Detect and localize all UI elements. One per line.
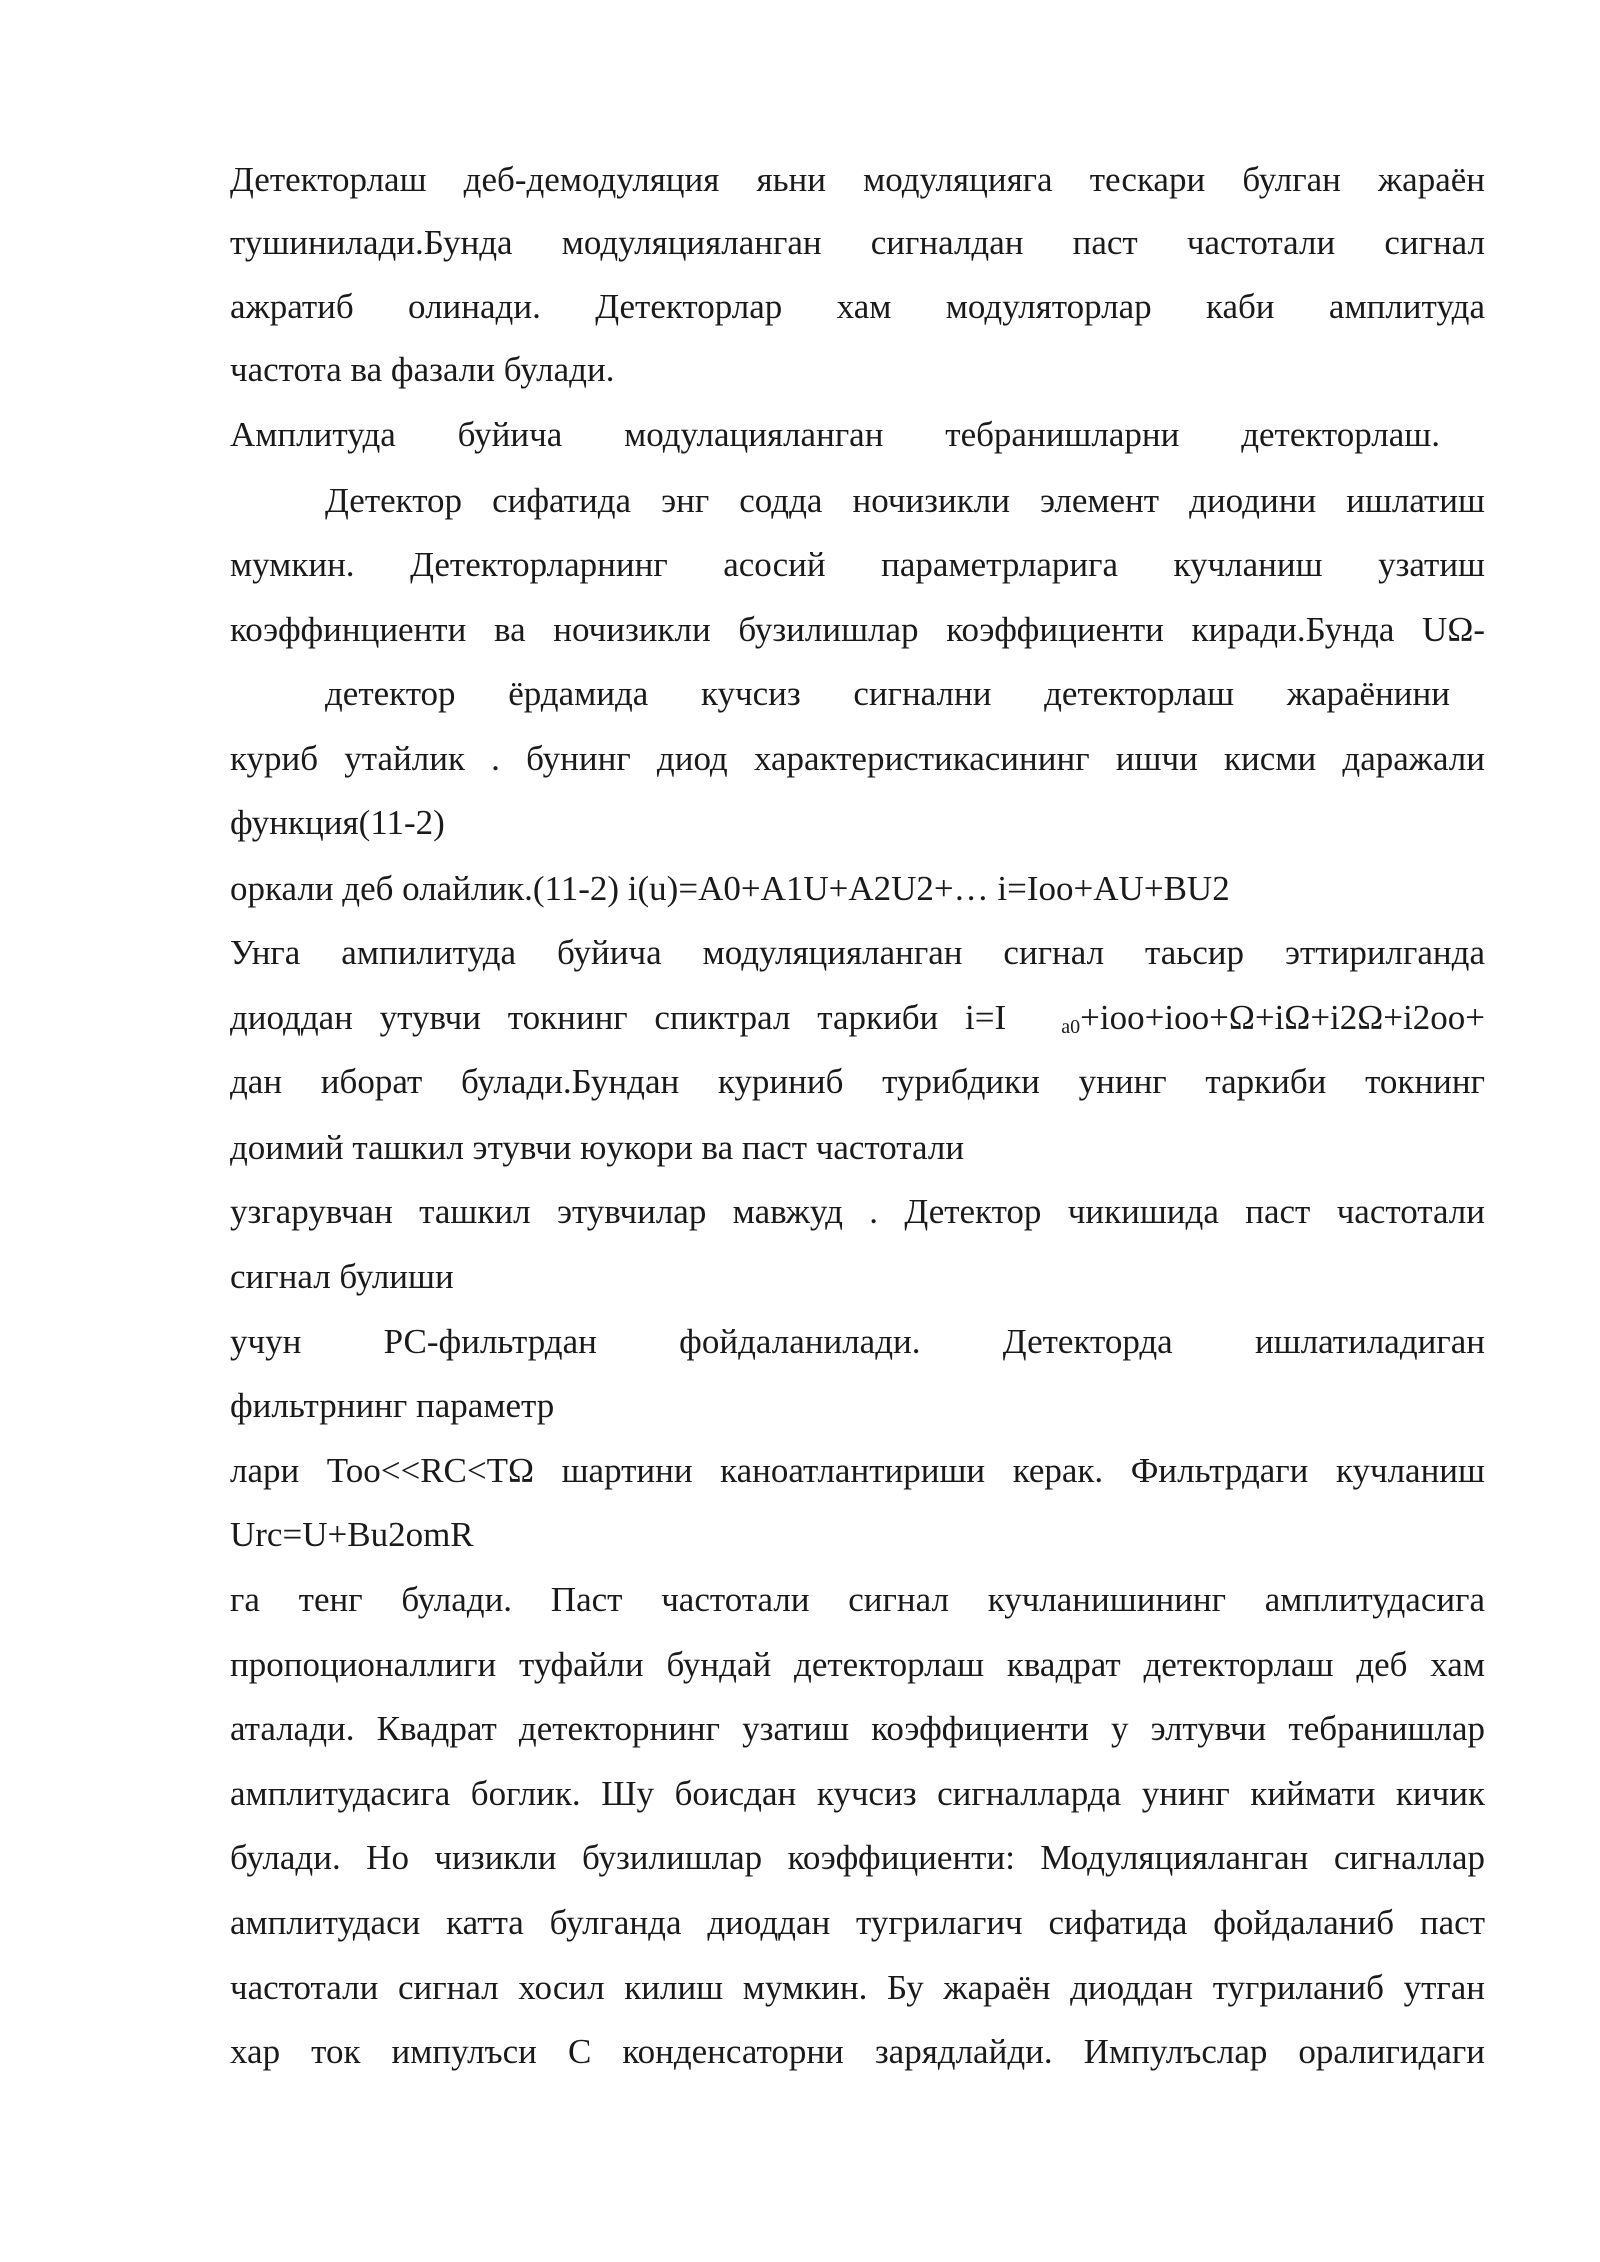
text-line: детектор ёрдамида кучсиз сигнални детекторлаш жараёнини [325,674,1450,713]
text-line: Унга ампилитуда буйича модуляцияланган сигнал таьсир эттирилганда [230,933,1485,972]
text-line: аталади. Квадрат детекторнинг узатиш коэффициенти у элтувчи тебранишлар [230,1709,1485,1748]
text-line: коэффинциенти ва ночизикли бузилишлар коэффициенти киради.Бунда UΩ- [230,610,1485,649]
text-line: доимий ташкил этувчи юукори ва паст частотали [230,1128,965,1167]
text-line: Urc=U+Bu2omR [230,1515,474,1554]
text-line: Детекторлаш деб-демодуляция яьни модуляцияга тескари булган жараён [230,160,1485,199]
text-line: частотали сигнал хосил килиш мумкин. Бу жараён диоддан тугриланиб утган [230,1968,1485,2007]
text-line: Детектор сифатида энг содда ночизикли элемент диодини ишлатиш [325,481,1485,520]
text-line: тушинилади.Бунда модуляцияланган сигналдан паст частотали сигнал [230,223,1485,262]
text-line: учун РС-фильтрдан фойдаланилади. Детекторда ишлатиладиган [230,1322,1485,1361]
text-line: частота ва фазали булади. [230,350,615,389]
text-line: ажратиб олинади. Детекторлар хам модуляторлар каби амплитуда [230,287,1485,326]
text-fragment: диоддан утувчи токнинг спиктрал таркиби i=I [230,998,1007,1037]
text-fragment: +ioo+ioo+Ω+iΩ+i2Ω+i2oo+ [1080,998,1485,1037]
subscript: a0 [1061,1016,1081,1038]
text-line: сигнал булиши [230,1257,454,1296]
text-line: лари Too<<RC<TΩ шартини каноатлантириши керак. Фильтрдаги кучланиш [230,1451,1485,1490]
text-line: Амплитуда буйича модулацияланган тебранишларни детекторлаш. [230,415,1440,454]
text-line: хар ток импулъси С конденсаторни зарядлайди. Импулъслар оралигидаги [230,2032,1485,2071]
text-line: амплитудасига боглик. Шу боисдан кучсиз сигналларда унинг киймати кичик [230,1774,1485,1813]
text-line: куриб утайлик . бунинг диод характеристикасининг ишчи кисми даражали [230,739,1485,778]
text-line: узгарувчан ташкил этувчилар мавжуд . Детектор чикишида паст частотали [230,1192,1485,1231]
text-line: пропоционаллиги туфайли бундай детекторлаш квадрат детекторлаш деб хам [230,1645,1485,1684]
text-line: функция(11-2) [230,803,445,842]
text-line: фильтрнинг параметр [230,1386,555,1425]
text-line: оркали деб олайлик.(11-2) i(u)=A0+A1U+A2U2+… i=Ioo+AU+BU2 [230,869,1230,908]
text-line: га тенг булади. Паст частотали сигнал кучланишининг амплитудасига [230,1580,1485,1619]
formula-tail [964,996,1485,1040]
text-line: булади. Но чизикли бузилишлар коэффициенти: Модуляцияланган сигналлар [230,1838,1485,1877]
text-line: амплитудаси катта булганда диоддан тугрилагич сифатида фойдаланиб паст [230,1903,1485,1942]
text-line: дан иборат булади.Бундан куриниб турибдики унинг таркиби токнинг [230,1062,1485,1101]
text-line: мумкин. Детекторларнинг асосий параметрларига кучланиш узатиш [230,545,1485,584]
